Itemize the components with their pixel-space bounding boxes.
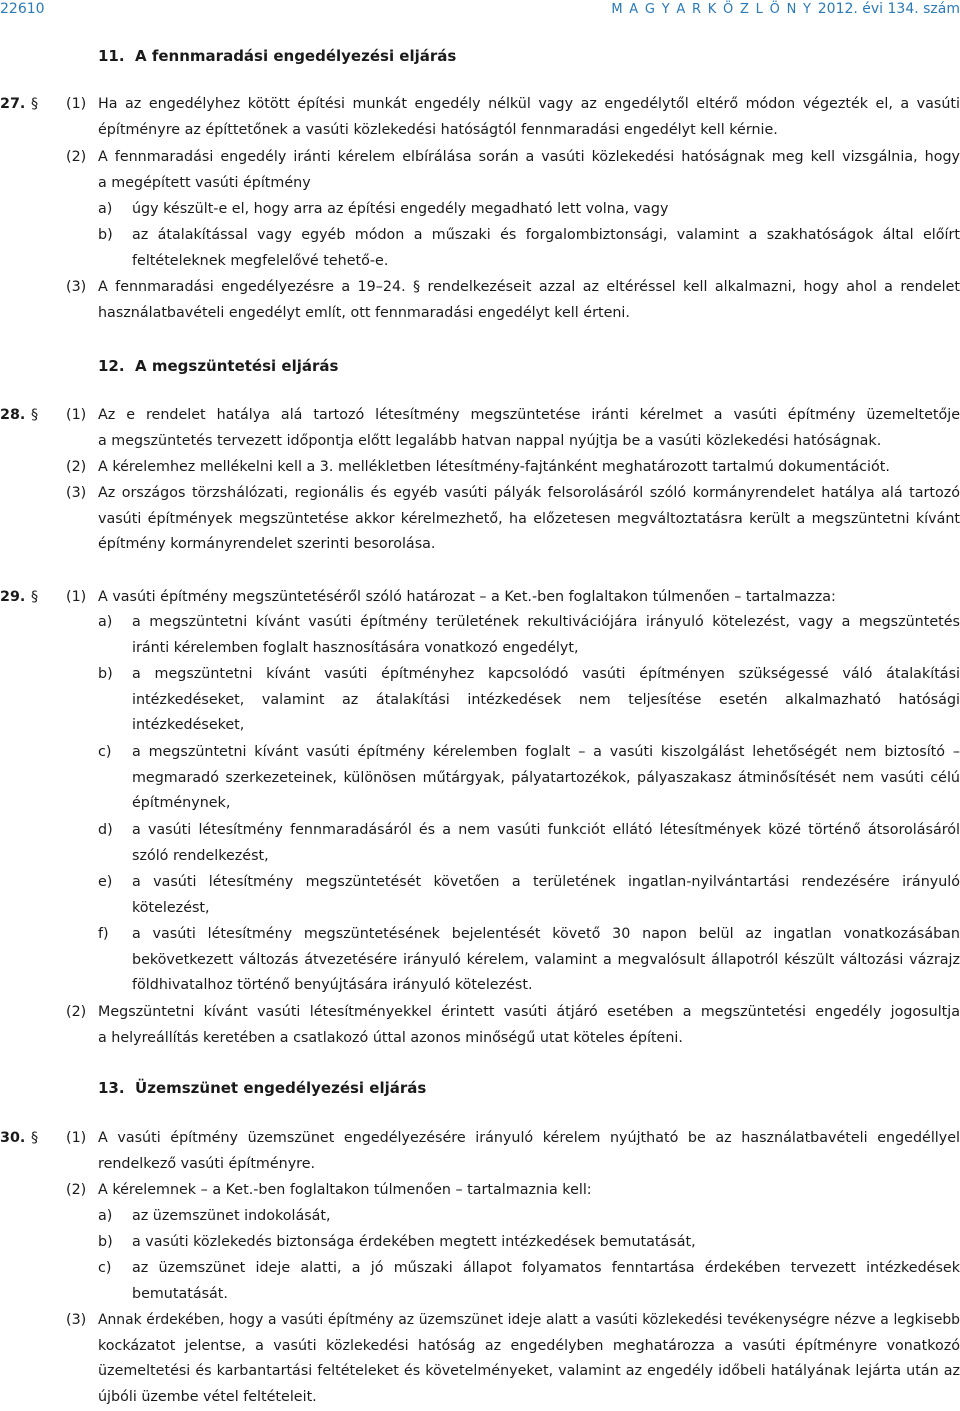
text-line: bekövetkezett változás átvezetésére irányuló kérelem, valamint a megvalósult állapotról készült változási vázrajz xyxy=(132,951,960,968)
section-number: 30. xyxy=(0,1130,26,1146)
running-head xyxy=(611,0,960,19)
text-line: a megszüntetés tervezett időpontja előtt legalább hatvan nappal nyújtja be a vasúti közlekedési hatóságnak. xyxy=(98,432,882,449)
section-number: 29. xyxy=(0,589,26,605)
subsection-number: (1) xyxy=(66,1130,87,1146)
text-line: a vasúti létesítmény megszüntetésének bejelentését követő 30 napon belül az ingatlan vonatkozásában xyxy=(132,926,960,942)
text-line: Az e rendelet hatálya alá tartozó létesítmény megszüntetése iránti kérelmet a vasúti építmény üzemeltetője xyxy=(98,407,960,423)
list-item-e xyxy=(98,870,960,921)
list-item-b xyxy=(98,223,960,274)
subsection-1 xyxy=(66,1126,960,1177)
section-sign: § xyxy=(31,1130,39,1146)
section-sign: § xyxy=(31,407,39,423)
text-line: üzemeltetési és karbantartási feltételeket és követelményeket, valamint az engedély időbeli hatályának lejárta után az xyxy=(98,1363,960,1380)
text-line: Annak érdekében, hogy a vasúti építmény az üzemszünet ideje alatt a vasúti közlekedési tevékenységre nézve a legkisebb xyxy=(98,1312,960,1328)
text-line: használatbavételi engedélyt említ, ott fennmaradási engedélyt kell érteni. xyxy=(98,304,630,321)
section-number: 27. xyxy=(0,96,26,112)
subsection-number: (2) xyxy=(66,1182,87,1198)
list-item-d xyxy=(98,818,960,869)
text-line: a vasúti közlekedés biztonsága érdekében megtett intézkedések bemutatását, xyxy=(132,1234,696,1250)
subsection-1 xyxy=(66,92,960,143)
text-line: a megszüntetni kívánt vasúti építmény kérelemben foglalt – a vasúti kiszolgálást lehetőségét nem biztosító – xyxy=(132,744,960,760)
subsection-number: (3) xyxy=(66,279,87,295)
text-line: úgy készült-e el, hogy arra az építési engedély megadható lett volna, vagy xyxy=(132,201,669,217)
subsection-number: (2) xyxy=(66,459,87,475)
page-header xyxy=(0,0,960,18)
item-label: c) xyxy=(98,1260,112,1276)
list-item-a xyxy=(98,610,960,661)
list-item-b xyxy=(98,1230,960,1256)
section-heading-13 xyxy=(98,1076,426,1102)
list-item-c xyxy=(98,1256,960,1307)
text-line: szóló rendelkezést, xyxy=(132,847,269,864)
section-heading-11 xyxy=(98,44,456,70)
item-label: a) xyxy=(98,201,113,217)
text-line: rendelkező vasúti építményre. xyxy=(98,1155,316,1172)
subsection-1 xyxy=(66,403,960,454)
heading-title: A fennmaradási engedélyezési eljárás xyxy=(135,47,457,65)
subsection-number: (2) xyxy=(66,149,87,165)
text-line: építménynek, xyxy=(132,795,231,812)
subsection-2 xyxy=(66,1178,960,1204)
text-line: az átalakítással vagy egyéb módon a műszaki és forgalombiztonsági, valamint a szakhatóságok által előírt xyxy=(132,227,960,243)
text-line: a helyreállítás keretében a csatlakozó úttal azonos minőségű utat köteles építeni. xyxy=(98,1029,683,1046)
heading-number: 13. xyxy=(98,1079,125,1097)
text-line: vasúti építmények megszüntetése akkor kérelmezhető, ha előzetesen megváltoztatásra került a megszüntetni kívánt xyxy=(98,510,960,527)
subsection-number: (1) xyxy=(66,96,87,112)
text-line: Az országos törzshálózati, regionális és egyéb vasúti pályák felsorolásáról szóló kormányrendelet hatálya alá tartozó xyxy=(98,485,960,501)
heading-number: 11. xyxy=(98,47,125,65)
heading-title: A megszüntetési eljárás xyxy=(135,357,339,375)
text-line: kockázatot jelentse, a vasúti közlekedési hatóság az engedélyben meghatározza a vasúti építményre vonatkozó xyxy=(98,1337,960,1354)
text-line: építményre az építtetőnek a vasúti közlekedési hatóságtól fennmaradási engedélyt kell kérnie. xyxy=(98,121,778,138)
subsection-number: (2) xyxy=(66,1004,87,1020)
text-line: kötelezést, xyxy=(132,899,210,916)
subsection-1 xyxy=(66,585,960,611)
item-label: b) xyxy=(98,666,113,682)
item-label: b) xyxy=(98,1234,113,1250)
text-line: intézkedéseket, xyxy=(132,717,245,734)
issue-label: 2012. évi 134. szám xyxy=(817,1,960,17)
subsection-3 xyxy=(66,275,960,326)
text-line: a vasúti létesítmény fennmaradásáról és a nem vasúti funkciót ellátó létesítmények közé történő átsorolásáról xyxy=(132,822,960,838)
text-line: A fennmaradási engedély iránti kérelem elbírálása során a vasúti közlekedési hatóságnak meg kell vizsgálnia, hogy xyxy=(98,149,960,165)
list-item-a xyxy=(98,1204,960,1230)
list-item-a xyxy=(98,197,960,223)
section-number: 28. xyxy=(0,407,26,423)
text-line: A kérelemnek – a Ket.-ben foglaltakon túlmenően – tartalmaznia kell: xyxy=(98,1182,592,1198)
text-line: intézkedéseket, valamint az átalakítási intézkedések nem teljesítése esetén alkalmazható hatósági xyxy=(132,691,960,708)
heading-number: 12. xyxy=(98,357,125,375)
list-item-c xyxy=(98,740,960,817)
text-line: Ha az engedélyhez kötött építési munkát engedély nélkül vagy az engedélytől eltérő módon végezték el, a vasúti xyxy=(98,96,960,112)
text-line: a megépített vasúti építmény xyxy=(98,174,311,191)
item-label: e) xyxy=(98,874,113,890)
subsection-number: (3) xyxy=(66,485,87,501)
text-line: A vasúti építmény üzemszünet engedélyezésére irányuló kérelem nyújtható be az használatbavételi engedéllyel xyxy=(98,1130,960,1146)
text-line: A fennmaradási engedélyezésre a 19–24. § rendelkezéseit azzal az eltéréssel kell alkalmazni, hogy ahol a rendelet xyxy=(98,279,960,295)
item-label: d) xyxy=(98,822,113,838)
list-item-b xyxy=(98,662,960,739)
text-line: a megszüntetni kívánt vasúti építmény területének rekultivációjára irányuló kötelezést, vagy a megszüntetés xyxy=(132,614,960,630)
text-line: újbóli üzembe vétel feltételeit. xyxy=(98,1389,317,1406)
subsection-2 xyxy=(66,1000,960,1051)
text-line: a vasúti létesítmény megszüntetését követően a területének ingatlan-nyilvántartási rendezésére irányuló xyxy=(132,874,960,890)
page-number: 22610 xyxy=(0,1,45,17)
section-heading-12 xyxy=(98,354,338,380)
item-label: f) xyxy=(98,926,109,942)
section-sign: § xyxy=(31,589,39,605)
item-label: c) xyxy=(98,744,112,760)
subsection-number: (1) xyxy=(66,589,87,605)
section-sign: § xyxy=(31,96,39,112)
subsection-number: (3) xyxy=(66,1312,87,1328)
text-line: megmaradó szerkezeteinek, különösen műtárgyak, pályatartozékok, pályaszakasz átminősítését nem vasúti célú xyxy=(132,769,960,786)
subsection-number: (1) xyxy=(66,407,87,423)
text-line: építmény kormányrendelet szerinti besorolása. xyxy=(98,536,436,553)
heading-title: Üzemszünet engedélyezési eljárás xyxy=(135,1079,427,1097)
item-label: a) xyxy=(98,1208,113,1224)
subsection-2 xyxy=(66,145,960,196)
text-line: A kérelemhez mellékelni kell a 3. mellékletben létesítmény-fajtánként meghatározott tartalmú dokumentációt. xyxy=(98,459,890,475)
text-line: iránti kérelemben foglalt hasznosítására vonatkozó engedélyt, xyxy=(132,639,579,656)
subsection-3 xyxy=(66,481,960,558)
text-line: Megszüntetni kívánt vasúti létesítményekkel érintett vasúti átjáró esetében a megszüntetési engedély jogosultja xyxy=(98,1004,960,1020)
text-line: az üzemszünet ideje alatti, a jó műszaki állapot folyamatos fenntartása érdekében tervezett intézkedések xyxy=(132,1260,960,1276)
text-line: a megszüntetni kívánt vasúti építményhez kapcsolódó vasúti építményen szükségessé váló átalakítási xyxy=(132,666,960,682)
item-label: a) xyxy=(98,614,113,630)
list-item-f xyxy=(98,922,960,999)
journal-title: M A G Y A R K Ö Z L Ö N Y xyxy=(611,2,813,17)
subsection-3 xyxy=(66,1308,960,1411)
text-line: A vasúti építmény megszüntetéséről szóló határozat – a Ket.-ben foglaltakon túlmenően – tartalmazza: xyxy=(98,589,836,605)
text-line: az üzemszünet indokolását, xyxy=(132,1208,331,1224)
subsection-2 xyxy=(66,455,960,481)
item-label: b) xyxy=(98,227,113,243)
text-line: bemutatását. xyxy=(132,1285,228,1302)
text-line: földhivatalhoz történő benyújtására irányuló kötelezést. xyxy=(132,977,533,994)
text-line: feltételeknek megfelelővé tehető-e. xyxy=(132,252,389,269)
